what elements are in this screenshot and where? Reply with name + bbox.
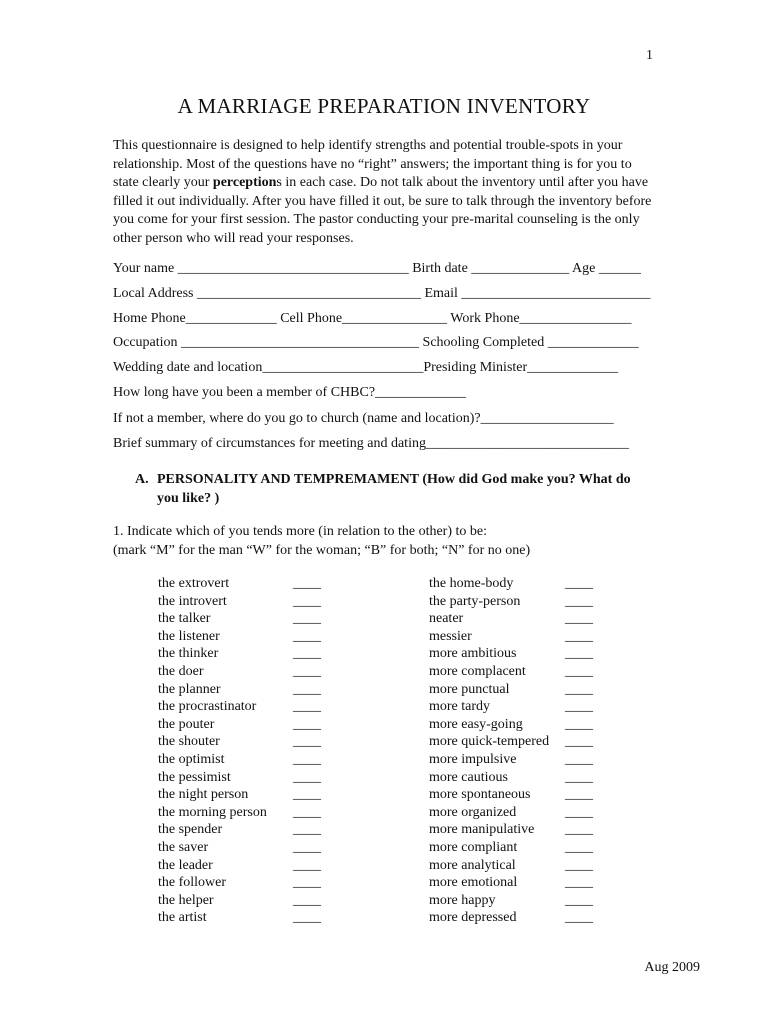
trait-label-left: the introvert bbox=[158, 593, 227, 609]
trait-label-right: more easy-going bbox=[429, 716, 523, 732]
trait-label-left: the doer bbox=[158, 664, 204, 679]
trait-label-left: the pessimist bbox=[158, 769, 231, 785]
answer-blank-left[interactable]: ____ bbox=[293, 875, 321, 891]
answer-blank-left[interactable]: ____ bbox=[293, 593, 321, 609]
trait-label-right: more analytical bbox=[429, 857, 516, 873]
field-local-address[interactable]: Local Address ________________________________ Email ___________________________ bbox=[113, 286, 651, 301]
answer-blank-right[interactable]: ____ bbox=[565, 593, 593, 609]
question-1-line1: 1. Indicate which of you tends more (in relation to the other) to be: bbox=[113, 524, 488, 539]
field-summary[interactable]: Brief summary of circumstances for meeting and dating_____________________________ bbox=[113, 436, 629, 451]
answer-blank-right[interactable]: ____ bbox=[565, 734, 593, 750]
section-letter: A. bbox=[135, 472, 149, 487]
answer-blank-left[interactable]: ____ bbox=[293, 699, 321, 715]
answer-blank-left[interactable]: ____ bbox=[293, 576, 321, 591]
trait-label-left: the saver bbox=[158, 840, 209, 855]
answer-blank-left[interactable]: ____ bbox=[293, 646, 321, 662]
trait-label-right: more ambitious bbox=[429, 646, 517, 662]
answer-blank-right[interactable]: ____ bbox=[565, 716, 593, 732]
answer-blank-right[interactable]: ____ bbox=[565, 822, 593, 838]
trait-label-right: more complacent bbox=[429, 664, 526, 679]
answer-blank-left[interactable]: ____ bbox=[293, 681, 321, 697]
answer-blank-left[interactable]: ____ bbox=[293, 910, 321, 926]
answer-blank-right[interactable]: ____ bbox=[565, 576, 593, 591]
trait-label-left: the listener bbox=[158, 628, 220, 644]
trait-label-left: the follower bbox=[158, 875, 227, 891]
field-phones[interactable]: Home Phone_____________ Cell Phone_______________ Work Phone________________ bbox=[113, 311, 632, 326]
field-wedding[interactable]: Wedding date and location_______________________Presiding Minister_____________ bbox=[113, 360, 619, 375]
trait-label-left: the optimist bbox=[158, 752, 225, 767]
answer-blank-left[interactable]: ____ bbox=[293, 804, 321, 820]
trait-label-left: the spender bbox=[158, 822, 223, 838]
trait-label-right: more quick-tempered bbox=[429, 734, 550, 750]
answer-blank-right[interactable]: ____ bbox=[565, 752, 593, 767]
answer-blank-left[interactable]: ____ bbox=[293, 716, 321, 732]
section-title: PERSONALITY AND TEMPREMAMENT (How did God make you? What do you like? ) bbox=[157, 472, 631, 506]
answer-blank-right[interactable]: ____ bbox=[565, 628, 593, 644]
intro-text-bold: perception bbox=[212, 175, 277, 190]
trait-label-right: more emotional bbox=[429, 875, 518, 891]
field-occupation[interactable]: Occupation __________________________________ Schooling Completed _____________ bbox=[113, 335, 639, 350]
answer-blank-left[interactable]: ____ bbox=[293, 664, 321, 679]
footer-date: Aug 2009 bbox=[644, 960, 700, 975]
trait-label-left: the night person bbox=[158, 787, 249, 803]
field-other-church[interactable]: If not a member, where do you go to church (name and location)?___________________ bbox=[113, 411, 614, 426]
trait-label-left: the shouter bbox=[158, 734, 220, 750]
trait-label-right: more tardy bbox=[429, 699, 491, 715]
trait-label-right: neater bbox=[429, 611, 464, 627]
answer-blank-right[interactable]: ____ bbox=[565, 857, 593, 873]
answer-blank-left[interactable]: ____ bbox=[293, 857, 321, 873]
answer-blank-right[interactable]: ____ bbox=[565, 769, 593, 785]
answer-blank-right[interactable]: ____ bbox=[565, 699, 593, 715]
question-1-line2: (mark “M” for the man “W” for the woman; “B” for both; “N” for no one) bbox=[113, 542, 531, 558]
trait-label-left: the artist bbox=[158, 910, 207, 926]
trait-label-right: more compliant bbox=[429, 840, 518, 855]
page-title: A MARRIAGE PREPARATION INVENTORY bbox=[177, 94, 591, 118]
answer-blank-left[interactable]: ____ bbox=[293, 611, 321, 627]
trait-label-right: messier bbox=[429, 628, 472, 644]
trait-label-right: more impulsive bbox=[429, 752, 517, 767]
intro-text-part2: s in each case. Do not talk about the inventory until after you have filled it out individually. After you have filled it out, be sure to talk through the inventory before you come for your first session. The pastor conducting your pre-marital counseling is the only other person who will read your responses. bbox=[113, 175, 652, 246]
trait-label-left: the procrastinator bbox=[158, 699, 257, 715]
page-number: 1 bbox=[646, 48, 653, 63]
trait-label-right: more depressed bbox=[429, 910, 517, 926]
answer-blank-right[interactable]: ____ bbox=[565, 875, 593, 891]
answer-blank-left[interactable]: ____ bbox=[293, 822, 321, 838]
trait-label-left: the extrovert bbox=[158, 576, 230, 591]
answer-blank-right[interactable]: ____ bbox=[565, 804, 593, 820]
answer-blank-right[interactable]: ____ bbox=[565, 892, 593, 908]
answer-blank-right[interactable]: ____ bbox=[565, 611, 593, 627]
trait-label-right: more happy bbox=[429, 892, 496, 908]
trait-label-right: more punctual bbox=[429, 681, 510, 697]
intro-text-part1: This questionnaire is designed to help identify strengths and potential trouble-spots in your relationship. Most of the questions have no “right” answers; the important thing is for you to state clearly your bbox=[113, 138, 632, 190]
answer-blank-left[interactable]: ____ bbox=[293, 752, 321, 767]
trait-label-left: the helper bbox=[158, 892, 214, 908]
trait-label-left: the leader bbox=[158, 857, 213, 873]
trait-label-left: the thinker bbox=[158, 646, 219, 662]
answer-blank-right[interactable]: ____ bbox=[565, 787, 593, 803]
answer-blank-left[interactable]: ____ bbox=[293, 769, 321, 785]
answer-blank-left[interactable]: ____ bbox=[293, 892, 321, 908]
answer-blank-right[interactable]: ____ bbox=[565, 664, 593, 679]
answer-blank-right[interactable]: ____ bbox=[565, 681, 593, 697]
trait-label-right: the party-person bbox=[429, 593, 521, 609]
trait-label-left: the pouter bbox=[158, 716, 215, 732]
answer-blank-right[interactable]: ____ bbox=[565, 910, 593, 926]
trait-label-left: the talker bbox=[158, 611, 211, 627]
trait-label-right: more manipulative bbox=[429, 822, 535, 838]
field-your-name[interactable]: Your name _________________________________ Birth date ______________ Age ______ bbox=[113, 261, 641, 276]
trait-label-right: more cautious bbox=[429, 769, 508, 785]
answer-blank-left[interactable]: ____ bbox=[293, 787, 321, 803]
trait-label-right: more organized bbox=[429, 804, 517, 820]
trait-label-right: the home-body bbox=[429, 576, 514, 591]
answer-blank-left[interactable]: ____ bbox=[293, 840, 321, 855]
trait-label-left: the planner bbox=[158, 681, 221, 697]
answer-blank-left[interactable]: ____ bbox=[293, 628, 321, 644]
trait-label-right: more spontaneous bbox=[429, 787, 531, 803]
answer-blank-right[interactable]: ____ bbox=[565, 646, 593, 662]
field-membership[interactable]: How long have you been a member of CHBC?_____________ bbox=[113, 385, 467, 400]
trait-label-left: the morning person bbox=[158, 804, 267, 820]
answer-blank-left[interactable]: ____ bbox=[293, 734, 321, 750]
answer-blank-right[interactable]: ____ bbox=[565, 840, 593, 855]
